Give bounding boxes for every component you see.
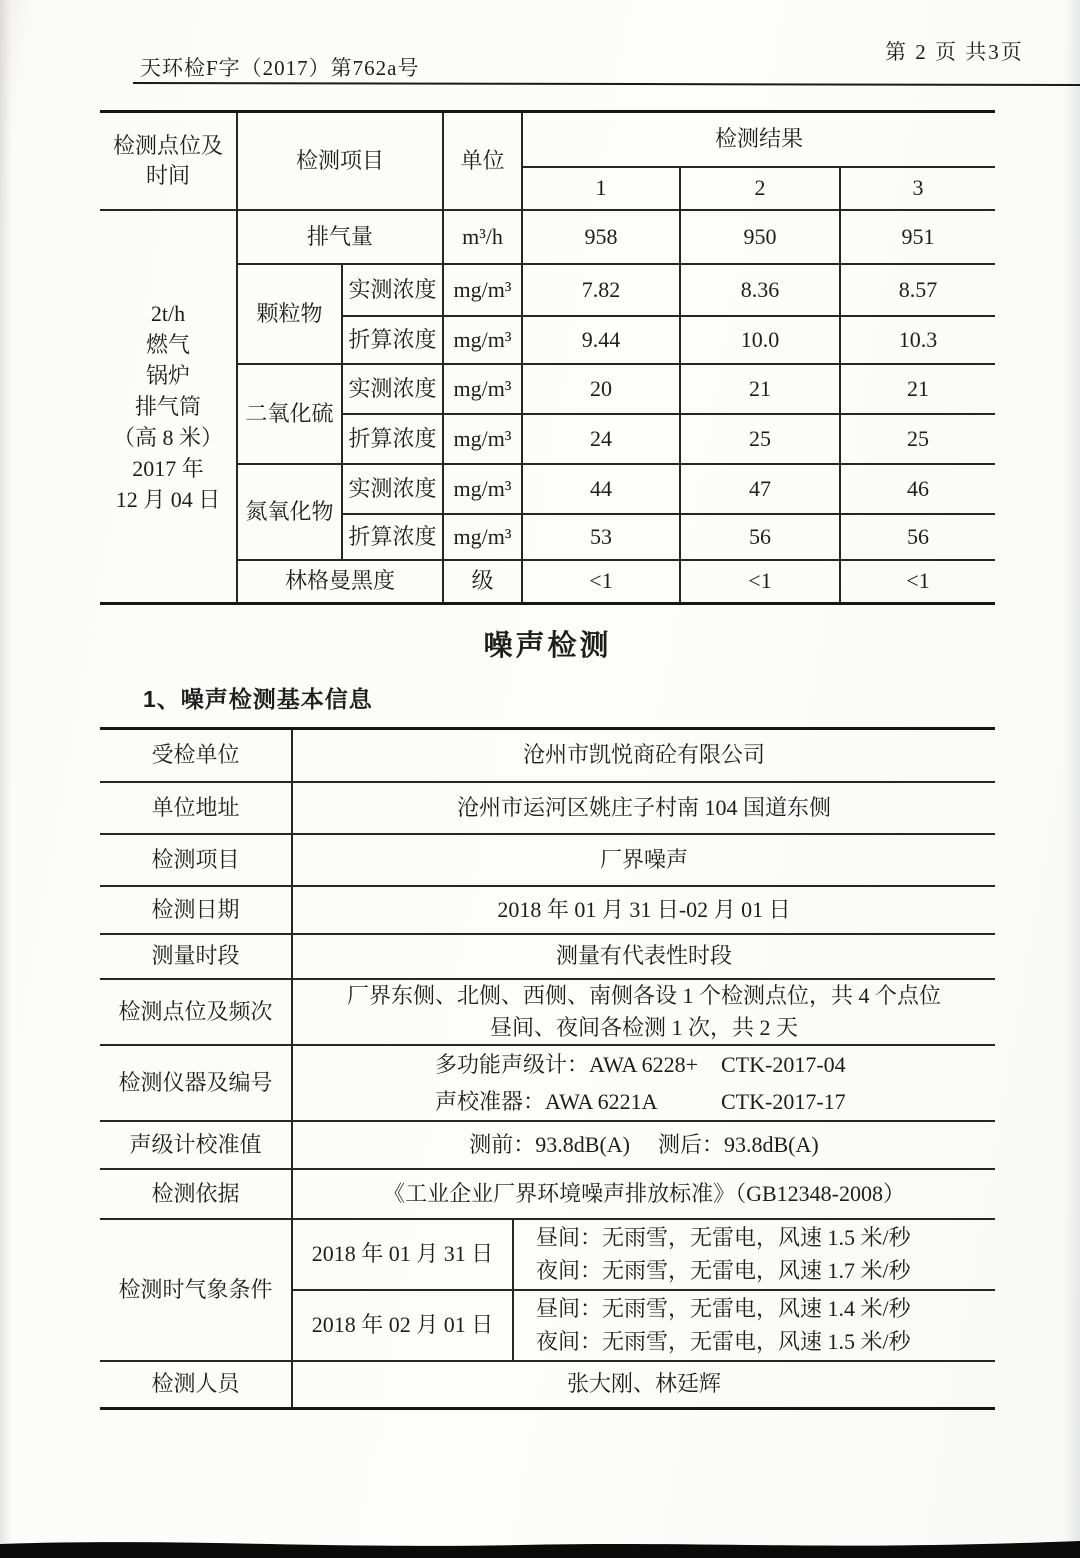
info-value-cell: 测量有代表性时段 bbox=[292, 934, 995, 979]
info-value-cell bbox=[292, 1045, 995, 1121]
calibration-values bbox=[293, 1130, 995, 1160]
instrument-line-2 bbox=[293, 1083, 995, 1120]
weather-conditions-cell bbox=[513, 1219, 995, 1290]
value-cell: 21 bbox=[680, 364, 840, 414]
col-header-unit: 单位 bbox=[443, 112, 522, 210]
unit-cell: mg/m³ bbox=[443, 414, 522, 464]
scan-right-edge-shadow bbox=[1064, 0, 1080, 1558]
site-line: （高 8 米） bbox=[112, 424, 223, 450]
instrument-name: 声校准器：AWA 6221A bbox=[435, 1088, 658, 1114]
info-value-cell bbox=[292, 979, 995, 1045]
value-cell: 950 bbox=[680, 210, 840, 264]
value-cell: 24 bbox=[522, 414, 680, 464]
noise-section-title: 噪声检测 bbox=[483, 630, 612, 662]
info-value-cell: 张大刚、林廷辉 bbox=[292, 1361, 995, 1409]
info-row-points bbox=[100, 979, 995, 1045]
info-row-item bbox=[100, 834, 995, 886]
info-row-date bbox=[100, 886, 995, 934]
instrument-name: 多功能声级计：AWA 6228+ bbox=[435, 1051, 699, 1077]
value-cell: 8.57 bbox=[840, 264, 995, 316]
unit-cell: mg/m³ bbox=[443, 364, 522, 414]
header-rule bbox=[133, 82, 1080, 86]
site-line: 燃气 bbox=[145, 331, 190, 357]
value-cell: 44 bbox=[522, 464, 680, 514]
flue-header-row-1 bbox=[100, 112, 995, 167]
col-header-results: 检测结果 bbox=[522, 112, 995, 167]
site-line: 锅炉 bbox=[145, 362, 190, 388]
result-col-1-header: 1 bbox=[522, 167, 680, 210]
row-label-cell: 实测浓度 bbox=[342, 464, 443, 514]
value-cell: 56 bbox=[840, 514, 995, 560]
info-label-cell: 受检单位 bbox=[100, 729, 292, 782]
value-cell: 10.0 bbox=[680, 316, 840, 364]
col-header-item: 检测项目 bbox=[237, 112, 443, 210]
site-line: 2t/h bbox=[150, 300, 186, 326]
site-line: 2017 年 bbox=[132, 455, 204, 481]
weather-date-cell: 2018 年 02 月 01 日 bbox=[292, 1290, 513, 1361]
value-cell: 951 bbox=[840, 210, 995, 264]
page-indicator: 第 2 页 共3页 bbox=[885, 40, 1024, 64]
info-value-cell bbox=[292, 1121, 995, 1169]
site-line: 12 月 04 日 bbox=[115, 486, 221, 512]
value-cell: 47 bbox=[680, 464, 840, 514]
scan-bottom-edge bbox=[0, 1536, 1080, 1558]
info-label-cell: 检测人员 bbox=[100, 1361, 292, 1409]
value-cell: 10.3 bbox=[840, 316, 995, 364]
points-line-2: 昼间、夜间各检测 1 次，共 2 天 bbox=[490, 1014, 799, 1040]
value-cell: <1 bbox=[522, 560, 680, 604]
info-label-cell: 测量时段 bbox=[100, 934, 292, 979]
weather-day-line: 昼间：无雨雪，无雷电，风速 1.4 米/秒 bbox=[536, 1296, 911, 1321]
calibration-before: 测前：93.8dB(A) bbox=[469, 1131, 630, 1157]
unit-cell: mg/m³ bbox=[443, 316, 522, 364]
weather-conditions-cell bbox=[513, 1290, 995, 1361]
noise-basic-info-heading: 1、噪声检测基本信息 bbox=[143, 686, 373, 712]
col-header-site-time-line2: 时间 bbox=[145, 162, 190, 188]
weather-night-line: 夜间：无雨雪，无雷电，风速 1.7 米/秒 bbox=[536, 1258, 911, 1283]
info-value-cell: 《工业企业厂界环境噪声排放标准》（GB12348-2008） bbox=[292, 1169, 995, 1219]
row-label-cell: 折算浓度 bbox=[342, 414, 443, 464]
value-cell: 20 bbox=[522, 364, 680, 414]
col-header-site-time bbox=[100, 112, 237, 210]
pollutant-name-cell: 二氧化硫 bbox=[237, 364, 342, 464]
value-cell: 7.82 bbox=[522, 264, 680, 316]
unit-cell: mg/m³ bbox=[443, 264, 522, 316]
value-cell: 46 bbox=[840, 464, 995, 514]
value-cell: 56 bbox=[680, 514, 840, 560]
info-row-personnel bbox=[100, 1361, 995, 1409]
info-label-cell: 检测项目 bbox=[100, 834, 292, 886]
info-value-cell: 2018 年 01 月 31 日-02 月 01 日 bbox=[292, 886, 995, 934]
noise-basic-info-table bbox=[100, 727, 995, 1410]
value-cell: <1 bbox=[680, 560, 840, 604]
row-label-cell: 实测浓度 bbox=[342, 364, 443, 414]
value-cell: 8.36 bbox=[680, 264, 840, 316]
value-cell: 25 bbox=[840, 414, 995, 464]
info-row-instruments bbox=[100, 1045, 995, 1121]
row-label-cell: 折算浓度 bbox=[342, 316, 443, 364]
calibration-after: 测后：93.8dB(A) bbox=[658, 1131, 819, 1157]
info-row-basis bbox=[100, 1169, 995, 1219]
info-row-calibration bbox=[100, 1121, 995, 1169]
instrument-code: CTK-2017-04 bbox=[721, 1051, 846, 1077]
site-line: 排气筒 bbox=[134, 393, 201, 419]
unit-cell: mg/m³ bbox=[443, 514, 522, 560]
weather-day-line: 昼间：无雨雪，无雷电，风速 1.5 米/秒 bbox=[536, 1225, 911, 1250]
info-value-cell: 沧州市运河区姚庄子村南 104 国道东侧 bbox=[292, 782, 995, 834]
unit-cell: mg/m³ bbox=[443, 464, 522, 514]
info-row-period bbox=[100, 934, 995, 979]
info-value-cell: 沧州市凯悦商砼有限公司 bbox=[292, 729, 995, 782]
row-label-cell: 实测浓度 bbox=[342, 264, 443, 316]
info-label-cell: 检测日期 bbox=[100, 886, 292, 934]
result-col-3-header: 3 bbox=[840, 167, 995, 210]
info-label-cell: 检测仪器及编号 bbox=[100, 1045, 292, 1121]
info-label-cell: 单位地址 bbox=[100, 782, 292, 834]
unit-cell: m³/h bbox=[443, 210, 522, 264]
sampling-site-cell bbox=[100, 210, 237, 604]
info-label-cell: 检测点位及频次 bbox=[100, 979, 292, 1045]
instrument-line-1 bbox=[293, 1046, 995, 1083]
info-value-cell: 厂界噪声 bbox=[292, 834, 995, 886]
instrument-code: CTK-2017-17 bbox=[721, 1088, 846, 1114]
row-label-cell: 排气量 bbox=[237, 210, 443, 264]
result-col-2-header: 2 bbox=[680, 167, 840, 210]
col-header-site-time-line1: 检测点位及 bbox=[112, 132, 223, 158]
unit-cell: 级 bbox=[443, 560, 522, 604]
info-label-cell: 检测依据 bbox=[100, 1169, 292, 1219]
info-row-client bbox=[100, 729, 995, 782]
value-cell: 21 bbox=[840, 364, 995, 414]
info-label-cell: 声级计校准值 bbox=[100, 1121, 292, 1169]
points-line-1: 厂界东侧、北侧、西侧、南侧各设 1 个检测点位，共 4 个点位 bbox=[347, 982, 942, 1008]
weather-date-cell: 2018 年 01 月 31 日 bbox=[292, 1219, 513, 1290]
value-cell: 25 bbox=[680, 414, 840, 464]
pollutant-name-cell: 氮氧化物 bbox=[237, 464, 342, 560]
info-label-cell: 检测时气象条件 bbox=[100, 1219, 292, 1361]
value-cell: <1 bbox=[840, 560, 995, 604]
scan-left-edge-shadow bbox=[0, 0, 12, 1558]
report-doc-number: 天环检F字（2017）第762a号 bbox=[140, 56, 420, 80]
flue-gas-results-table bbox=[100, 110, 995, 605]
info-row-address bbox=[100, 782, 995, 834]
row-label-cell: 折算浓度 bbox=[342, 514, 443, 560]
weather-row-1 bbox=[100, 1219, 995, 1290]
value-cell: 53 bbox=[522, 514, 680, 560]
weather-night-line: 夜间：无雨雪，无雷电，风速 1.5 米/秒 bbox=[536, 1329, 911, 1354]
value-cell: 9.44 bbox=[522, 316, 680, 364]
value-cell: 958 bbox=[522, 210, 680, 264]
exhaust-flow-row bbox=[100, 210, 995, 264]
pollutant-name-cell: 颗粒物 bbox=[237, 264, 342, 364]
row-label-cell: 林格曼黑度 bbox=[237, 560, 443, 604]
